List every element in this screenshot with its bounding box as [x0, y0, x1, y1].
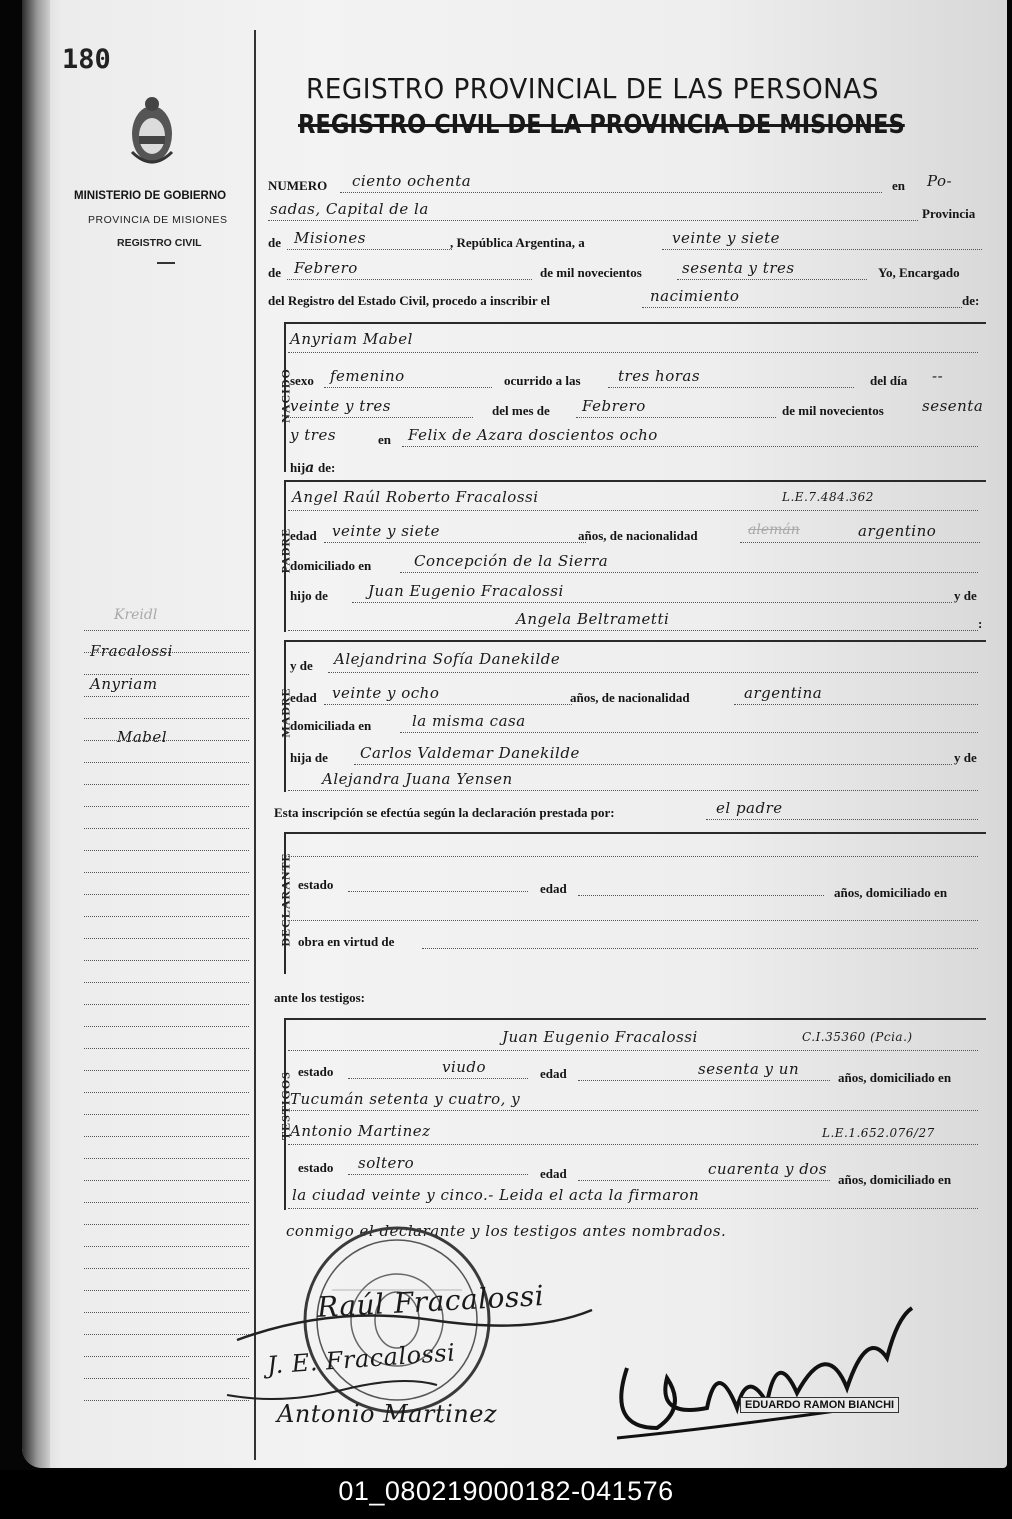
- rule-l4b: [677, 279, 867, 280]
- padre-doc: L.E.7.484.362: [782, 490, 874, 504]
- testigo1-estado-label: estado: [298, 1064, 334, 1079]
- registrar-name-stamp: EDUARDO RAMON BIANCHI: [740, 1397, 899, 1413]
- rule-t2-edad: [578, 1180, 830, 1181]
- padre-mother-value: Angela Beltrametti: [516, 610, 670, 628]
- numero-label: NUMERO: [268, 178, 328, 193]
- madre-dom-value: la misma casa: [412, 712, 526, 730]
- ministry-line-2: PROVINCIA DE MISIONES: [88, 214, 228, 226]
- page-number: 180: [62, 44, 111, 75]
- padre-colon: :: [978, 616, 983, 631]
- rule-d-edad: [578, 895, 824, 896]
- rule-d-obra: [422, 948, 978, 949]
- registrar-signature-icon: [597, 1298, 917, 1448]
- testigos-ante: ante los testigos:: [274, 990, 365, 1005]
- rule-l1: [340, 192, 882, 193]
- madre-edad-value: veinte y ocho: [332, 684, 440, 702]
- title-main: REGISTRO PROVINCIAL DE LAS PERSONAS: [306, 72, 879, 105]
- inscripcion-text: Esta inscripción se efectúa según la declaración prestada por:: [274, 805, 615, 820]
- rule-m-nac: [734, 704, 978, 705]
- mil-text: de mil novecientos: [540, 265, 642, 280]
- margin-line: [84, 1290, 249, 1291]
- madre-dom-label: domiciliada en: [290, 718, 372, 733]
- coat-of-arms-icon: [122, 92, 182, 172]
- padre-anos-label: años, de nacionalidad: [578, 528, 698, 543]
- margin-line: [84, 1246, 249, 1247]
- testigo1-doc: C.I.35360 (Pcia.): [802, 1030, 913, 1044]
- rule-p-nac: [740, 542, 980, 543]
- rule-t1-edad: [578, 1080, 830, 1081]
- madre-name: Alejandrina Sofía Danekilde: [334, 650, 561, 668]
- madre-label: MADRE: [278, 687, 293, 738]
- hora-value: tres horas: [618, 367, 701, 385]
- rule-p-hijo: [352, 602, 952, 603]
- rule-mes: [576, 417, 776, 418]
- testigo1-dom-value: Tucumán setenta y cuatro, y: [290, 1090, 521, 1108]
- margin-line: [84, 1158, 249, 1159]
- rule-m-dom: [400, 732, 978, 733]
- declarante-section: [284, 832, 986, 974]
- padre-nac-struck: alemán: [748, 522, 800, 538]
- rule-hora: [608, 387, 854, 388]
- rule-m1: [328, 672, 978, 673]
- margin-line: [84, 630, 249, 631]
- rule-lugar: [402, 446, 978, 447]
- hija-gender: a: [305, 460, 315, 476]
- sexo-value: femenino: [330, 367, 405, 385]
- record-page: [22, 0, 1007, 1468]
- testigo2-dom-value: la ciudad veinte y cinco.- Leida el acta la firmaron: [292, 1186, 700, 1204]
- margin-line: [84, 938, 249, 939]
- rule-t2: [288, 1144, 978, 1145]
- en-label: en: [892, 178, 905, 193]
- rule-t1-dom: [288, 1110, 978, 1111]
- rule-m-hija: [354, 764, 952, 765]
- rule-l5: [642, 307, 962, 308]
- registro-text: del Registro del Estado Civil, procedo a inscribir el: [268, 293, 551, 308]
- provincia-label: Provincia: [922, 206, 976, 221]
- anio-value-1: sesenta: [922, 397, 984, 415]
- margin-line: [84, 1114, 249, 1115]
- numero-value: ciento ochenta: [352, 172, 472, 190]
- book-binding-edge: [22, 0, 50, 1468]
- margin-line: [84, 960, 249, 961]
- margin-note-name1: Anyriam: [90, 675, 158, 693]
- margin-line: [84, 1202, 249, 1203]
- ministry-dash: [157, 262, 175, 264]
- rule-l2: [268, 220, 918, 221]
- margin-line: [84, 696, 249, 697]
- padre-label: PADRE: [278, 527, 293, 574]
- day-value: veinte y siete: [672, 229, 781, 247]
- mes-value: Febrero: [582, 397, 646, 415]
- testigo1-edad-label: edad: [540, 1066, 567, 1081]
- closing-text: conmigo el declarante y los testigos antes nombrados.: [286, 1222, 727, 1240]
- madre-yde-label: y de: [290, 658, 313, 673]
- margin-line: [84, 1092, 249, 1093]
- rule-l4a: [287, 279, 532, 280]
- rule-inscripcion: [706, 819, 978, 820]
- declarante-value: el padre: [716, 799, 783, 817]
- margin-line: [84, 806, 249, 807]
- margin-line: [84, 1026, 249, 1027]
- hija-label: hija de:: [290, 460, 336, 476]
- rule-p1: [288, 510, 978, 511]
- margin-line: [84, 1070, 249, 1071]
- ministry-line-3: REGISTRO CIVIL: [117, 237, 202, 249]
- act-type-value: nacimiento: [650, 287, 740, 305]
- testigo2-anos-label: años, domiciliado en: [838, 1172, 952, 1187]
- testigo1-estado-value: viudo: [442, 1058, 487, 1076]
- rule-dia: [288, 417, 473, 418]
- rule-p-edad: [324, 542, 586, 543]
- padre-edad-value: veinte y siete: [332, 522, 441, 540]
- testigo2-estado-label: estado: [298, 1160, 334, 1175]
- margin-line: [84, 1268, 249, 1269]
- madre-anos-label: años, de nacionalidad: [570, 690, 690, 705]
- margin-line: [84, 762, 249, 763]
- lugar-value: Felix de Azara doscientos ocho: [408, 426, 658, 444]
- declarante-anos-label: años, domiciliado en: [834, 885, 948, 900]
- rule-t1-estado: [348, 1078, 528, 1079]
- rule-sexo: [324, 387, 492, 388]
- margin-line: [84, 784, 249, 785]
- republica-text: , República Argentina, a: [450, 235, 585, 250]
- margin-line: [84, 1334, 249, 1335]
- margin-line: [84, 1004, 249, 1005]
- rule-t1: [288, 1050, 978, 1051]
- testigo2-edad-label: edad: [540, 1166, 567, 1181]
- margin-note-surname: Fracalossi: [90, 642, 173, 660]
- mes-label: del mes de: [492, 403, 550, 418]
- rule-m-edad: [324, 704, 572, 705]
- rule-p-madre: [288, 630, 978, 631]
- rule-l3a: [287, 249, 452, 250]
- madre-nac-value: argentina: [744, 684, 823, 702]
- rule-n1: [288, 352, 978, 353]
- testigo2-doc: L.E.1.652.076/27: [822, 1126, 935, 1140]
- padre-nac-value: argentino: [858, 522, 937, 540]
- madre-mother-value: Alejandra Juana Yensen: [322, 770, 513, 788]
- de-label-1: de: [268, 235, 281, 250]
- testigo2-name: Antonio Martinez: [290, 1122, 431, 1140]
- madre-hija-label: hija de: [290, 750, 328, 765]
- margin-line: [84, 718, 249, 719]
- testigo2-edad-value: cuarenta y dos: [708, 1160, 828, 1178]
- document-id: 01_080219000182-041576: [338, 1476, 674, 1506]
- margin-line: [84, 850, 249, 851]
- padre-dom-value: Concepción de la Sierra: [414, 552, 609, 570]
- rule-d1: [288, 856, 978, 857]
- margin-line: [84, 828, 249, 829]
- margin-line: [84, 1356, 249, 1357]
- en-label-2: en: [378, 432, 391, 447]
- margin-line: [84, 1224, 249, 1225]
- margin-line: [84, 982, 249, 983]
- month-value: Febrero: [294, 259, 358, 277]
- margin-line: [84, 872, 249, 873]
- nacido-label: NACIDO: [278, 368, 293, 423]
- signature-witness-1: J. E. Fracalossi: [266, 1338, 457, 1380]
- de-colon: de:: [962, 293, 980, 308]
- year-value: sesenta y tres: [682, 259, 795, 277]
- padre-yde: y de: [954, 588, 977, 603]
- testigos-label: TESTIGOS: [278, 1071, 293, 1140]
- margin-note-name2: Mabel: [117, 728, 168, 746]
- margin-line: [84, 1180, 249, 1181]
- declarante-edad-label: edad: [540, 881, 567, 896]
- city-part1: Po-: [927, 172, 953, 190]
- padre-edad-label: edad: [290, 528, 317, 543]
- ocurrido-label: ocurrido a las: [504, 373, 581, 388]
- margin-line: [84, 1048, 249, 1049]
- margin-line: [84, 916, 249, 917]
- signature-father: Raúl Fracalossi: [316, 1279, 545, 1324]
- title-struck: REGISTRO CIVIL DE LA PROVINCIA DE MISIONES: [298, 110, 905, 140]
- rule-d-estado: [348, 891, 528, 892]
- margin-rule: [254, 30, 256, 1460]
- ministry-line-1: MINISTERIO DE GOBIERNO: [74, 190, 227, 202]
- testigo2-estado-value: soltero: [358, 1154, 415, 1172]
- madre-father-value: Carlos Valdemar Danekilde: [360, 744, 580, 762]
- margin-note-struck: Kreidl: [114, 607, 158, 623]
- sexo-label: sexo: [290, 373, 314, 388]
- padre-hijo-label: hijo de: [290, 588, 328, 603]
- dia-value-1: --: [932, 367, 944, 385]
- dia-label: del día: [870, 373, 908, 388]
- de-label-2: de: [268, 265, 281, 280]
- margin-line: [84, 894, 249, 895]
- rule-d2: [288, 920, 978, 921]
- margin-line: [84, 1312, 249, 1313]
- city-part2: sadas, Capital de la: [270, 200, 429, 218]
- madre-edad-label: edad: [290, 690, 317, 705]
- anio-label: de mil novecientos: [782, 403, 884, 418]
- testigo1-anos-label: años, domiciliado en: [838, 1070, 952, 1085]
- declarante-label: DECLARANTE: [278, 852, 293, 947]
- yo-text: Yo, Encargado: [878, 265, 960, 280]
- padre-name: Angel Raúl Roberto Fracalossi: [292, 488, 539, 506]
- testigo1-edad-value: sesenta y un: [698, 1060, 800, 1078]
- rule-l3b: [662, 249, 982, 250]
- madre-yde: y de: [954, 750, 977, 765]
- province-value: Misiones: [294, 229, 366, 247]
- signature-witness-2: Antonio Martinez: [277, 1400, 498, 1428]
- padre-father-value: Juan Eugenio Fracalossi: [368, 582, 564, 600]
- rule-t2-estado: [348, 1174, 528, 1175]
- rule-p-dom: [400, 572, 978, 573]
- anio-value-2: y tres: [290, 426, 337, 444]
- testigo1-name: Juan Eugenio Fracalossi: [502, 1028, 698, 1046]
- declarante-estado-label: estado: [298, 877, 334, 892]
- rule-t2-dom: [288, 1208, 978, 1209]
- dia-value-2: veinte y tres: [290, 397, 391, 415]
- rule-m-madre: [288, 790, 978, 791]
- declarante-obra-label: obra en virtud de: [298, 934, 395, 949]
- margin-line: [84, 1136, 249, 1137]
- footer-bar: [0, 1470, 1012, 1519]
- nacido-name: Anyriam Mabel: [290, 330, 413, 348]
- padre-dom-label: domiciliado en: [290, 558, 372, 573]
